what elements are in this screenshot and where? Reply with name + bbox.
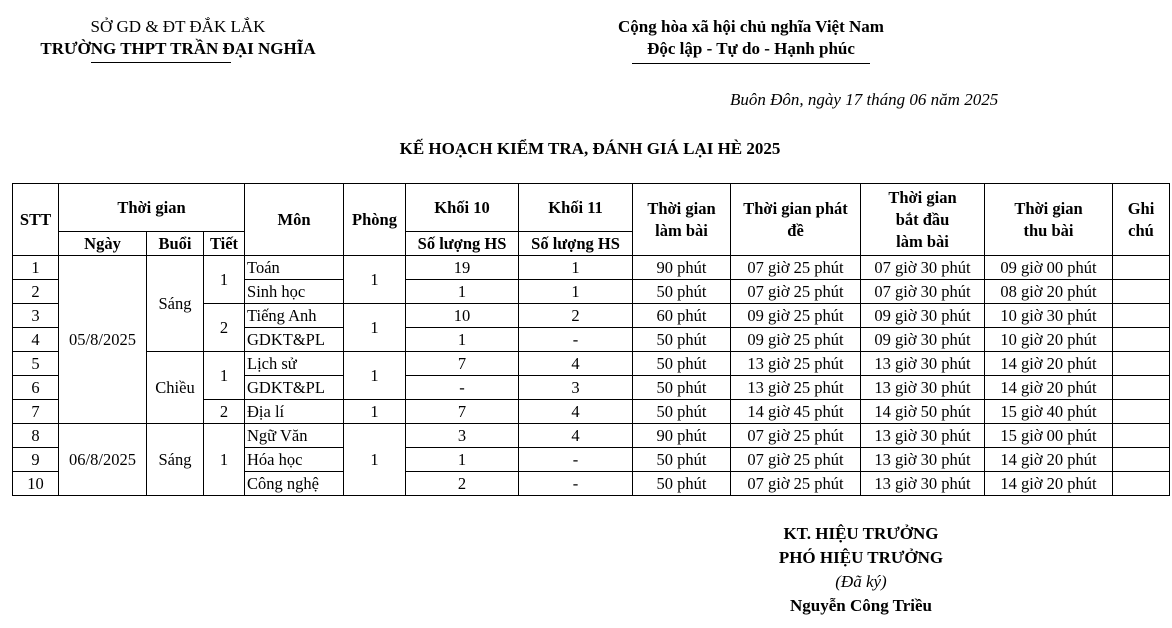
cell-start: 13 giờ 30 phút <box>861 376 985 400</box>
cell-k11: - <box>519 448 633 472</box>
header-khoi-11: Khối 11 <box>519 184 633 232</box>
cell-k11: 3 <box>519 376 633 400</box>
cell-collect: 15 giờ 40 phút <box>985 400 1113 424</box>
header-phong: Phòng <box>344 184 406 256</box>
cell-duration: 60 phút <box>633 304 731 328</box>
national-motto: Độc lập - Tự do - Hạnh phúc <box>647 39 855 58</box>
cell-session: Chiều <box>147 352 204 424</box>
cell-duration: 50 phút <box>633 472 731 496</box>
cell-distribute: 07 giờ 25 phút <box>731 472 861 496</box>
cell-date: 05/8/2025 <box>59 256 147 424</box>
cell-stt: 6 <box>13 376 59 400</box>
header-thoi-gian: Thời gian <box>59 184 245 232</box>
cell-subject: Sinh học <box>245 280 344 304</box>
cell-k10: 2 <box>406 472 519 496</box>
header-text: đề <box>787 220 804 240</box>
cell-note <box>1113 256 1170 280</box>
cell-duration: 50 phút <box>633 352 731 376</box>
cell-subject: Ngữ Văn <box>245 424 344 448</box>
header-right-divider <box>632 63 870 64</box>
cell-note <box>1113 472 1170 496</box>
header-thoi-gian-bat-dau <box>861 184 985 256</box>
table-row <box>13 352 1170 376</box>
cell-k11: - <box>519 472 633 496</box>
cell-period: 1 <box>204 256 245 304</box>
cell-stt: 2 <box>13 280 59 304</box>
cell-k10: - <box>406 376 519 400</box>
header-left-divider <box>91 62 231 63</box>
header-text: làm bài <box>655 220 708 240</box>
national-title: Cộng hòa xã hội chủ nghĩa Việt Nam <box>618 17 884 36</box>
cell-start: 14 giờ 50 phút <box>861 400 985 424</box>
cell-duration: 50 phút <box>633 280 731 304</box>
header-text: Thời gian <box>1014 198 1083 218</box>
cell-distribute: 13 giờ 25 phút <box>731 376 861 400</box>
cell-start: 07 giờ 30 phút <box>861 256 985 280</box>
cell-collect: 14 giờ 20 phút <box>985 376 1113 400</box>
cell-k10: 3 <box>406 424 519 448</box>
header-text: thu bài <box>1023 220 1074 240</box>
cell-distribute: 07 giờ 25 phút <box>731 256 861 280</box>
cell-distribute: 13 giờ 25 phút <box>731 352 861 376</box>
cell-period: 1 <box>204 352 245 400</box>
header-tiet: Tiết <box>204 232 245 256</box>
cell-collect: 10 giờ 30 phút <box>985 304 1113 328</box>
cell-date: 06/8/2025 <box>59 424 147 496</box>
cell-k10: 1 <box>406 448 519 472</box>
cell-k10: 7 <box>406 400 519 424</box>
cell-room: 1 <box>344 256 406 304</box>
cell-note <box>1113 400 1170 424</box>
cell-collect: 10 giờ 20 phút <box>985 328 1113 352</box>
cell-start: 13 giờ 30 phút <box>861 424 985 448</box>
cell-session: Sáng <box>147 256 204 352</box>
header-thoi-gian-lam-bai <box>633 184 731 256</box>
header-text: Thời gian <box>647 198 716 218</box>
cell-stt: 3 <box>13 304 59 328</box>
cell-note <box>1113 424 1170 448</box>
cell-session: Sáng <box>147 424 204 496</box>
cell-distribute: 09 giờ 25 phút <box>731 328 861 352</box>
table-row <box>13 256 1170 280</box>
header-thoi-gian-phat-de <box>731 184 861 256</box>
header-so-luong-hs-10: Số lượng HS <box>406 232 519 256</box>
header-text: Ghi <box>1127 198 1155 218</box>
cell-stt: 4 <box>13 328 59 352</box>
signature-title-2: PHÓ HIỆU TRƯỞNG <box>778 548 944 567</box>
cell-k10: 7 <box>406 352 519 376</box>
signature-status: (Đã ký) <box>835 572 887 591</box>
cell-note <box>1113 328 1170 352</box>
cell-collect: 09 giờ 00 phút <box>985 256 1113 280</box>
cell-room: 1 <box>344 424 406 496</box>
cell-duration: 50 phút <box>633 328 731 352</box>
cell-k11: 1 <box>519 256 633 280</box>
cell-collect: 14 giờ 20 phút <box>985 448 1113 472</box>
header-text: Thời gian <box>888 187 957 207</box>
signatory-name: Nguyễn Công Triều <box>789 596 932 615</box>
signature-block <box>726 522 996 618</box>
cell-stt: 9 <box>13 448 59 472</box>
cell-distribute: 09 giờ 25 phút <box>731 304 861 328</box>
cell-k11: 4 <box>519 400 633 424</box>
cell-subject: Địa lí <box>245 400 344 424</box>
cell-start: 13 giờ 30 phút <box>861 472 985 496</box>
cell-k11: 4 <box>519 424 633 448</box>
header-text: chú <box>1128 220 1154 240</box>
cell-collect: 14 giờ 20 phút <box>985 352 1113 376</box>
cell-start: 09 giờ 30 phút <box>861 328 985 352</box>
cell-period: 1 <box>204 424 245 496</box>
cell-stt: 1 <box>13 256 59 280</box>
cell-period: 2 <box>204 304 245 352</box>
cell-duration: 50 phút <box>633 376 731 400</box>
header-text: làm bài <box>896 231 949 251</box>
cell-room: 1 <box>344 304 406 352</box>
cell-note <box>1113 304 1170 328</box>
cell-start: 09 giờ 30 phút <box>861 304 985 328</box>
header-text: bắt đầu <box>895 209 950 229</box>
cell-duration: 50 phút <box>633 400 731 424</box>
cell-start: 07 giờ 30 phút <box>861 280 985 304</box>
cell-k11: 4 <box>519 352 633 376</box>
cell-duration: 50 phút <box>633 448 731 472</box>
cell-start: 13 giờ 30 phút <box>861 352 985 376</box>
cell-k10: 10 <box>406 304 519 328</box>
header-thoi-gian-thu-bai <box>985 184 1113 256</box>
header-so-luong-hs-11: Số lượng HS <box>519 232 633 256</box>
cell-k11: - <box>519 328 633 352</box>
cell-room: 1 <box>344 352 406 400</box>
cell-subject: GDKT&PL <box>245 376 344 400</box>
cell-period: 2 <box>204 400 245 424</box>
cell-subject: Lịch sử <box>245 352 344 376</box>
cell-k11: 1 <box>519 280 633 304</box>
cell-subject: Tiếng Anh <box>245 304 344 328</box>
exam-schedule-table <box>12 183 1170 496</box>
header-buoi: Buổi <box>147 232 204 256</box>
header-ghi-chu <box>1113 184 1170 256</box>
cell-collect: 14 giờ 20 phút <box>985 472 1113 496</box>
cell-note <box>1113 352 1170 376</box>
department-name: SỞ GD & ĐT ĐẮK LẮK <box>90 17 266 36</box>
cell-collect: 08 giờ 20 phút <box>985 280 1113 304</box>
cell-stt: 5 <box>13 352 59 376</box>
cell-k11: 2 <box>519 304 633 328</box>
cell-subject: GDKT&PL <box>245 328 344 352</box>
signature-title-1: KT. HIỆU TRƯỞNG <box>783 524 939 543</box>
cell-subject: Toán <box>245 256 344 280</box>
cell-distribute: 07 giờ 25 phút <box>731 280 861 304</box>
cell-start: 13 giờ 30 phút <box>861 448 985 472</box>
cell-note <box>1113 448 1170 472</box>
cell-k10: 1 <box>406 280 519 304</box>
header-khoi-10: Khối 10 <box>406 184 519 232</box>
cell-distribute: 14 giờ 45 phút <box>731 400 861 424</box>
header-text: Thời gian phát <box>743 198 848 218</box>
header-right <box>590 16 912 60</box>
cell-stt: 7 <box>13 400 59 424</box>
cell-distribute: 07 giờ 25 phút <box>731 424 861 448</box>
header-left <box>28 16 328 60</box>
cell-stt: 10 <box>13 472 59 496</box>
header-ngay: Ngày <box>59 232 147 256</box>
cell-duration: 90 phút <box>633 256 731 280</box>
cell-k10: 1 <box>406 328 519 352</box>
cell-distribute: 07 giờ 25 phút <box>731 448 861 472</box>
cell-subject: Công nghệ <box>245 472 344 496</box>
table-row <box>13 424 1170 448</box>
cell-collect: 15 giờ 00 phút <box>985 424 1113 448</box>
cell-duration: 90 phút <box>633 424 731 448</box>
document-title: KẾ HOẠCH KIỂM TRA, ĐÁNH GIÁ LẠI HÈ 2025 <box>399 139 781 158</box>
cell-note <box>1113 280 1170 304</box>
cell-note <box>1113 376 1170 400</box>
date-line: Buôn Đôn, ngày 17 tháng 06 năm 2025 <box>730 90 999 109</box>
header-mon: Môn <box>245 184 344 256</box>
cell-subject: Hóa học <box>245 448 344 472</box>
school-name: TRƯỜNG THPT TRẦN ĐẠI NGHĨA <box>40 39 316 58</box>
header-stt: STT <box>13 184 59 256</box>
cell-stt: 8 <box>13 424 59 448</box>
cell-k10: 19 <box>406 256 519 280</box>
cell-room: 1 <box>344 400 406 424</box>
